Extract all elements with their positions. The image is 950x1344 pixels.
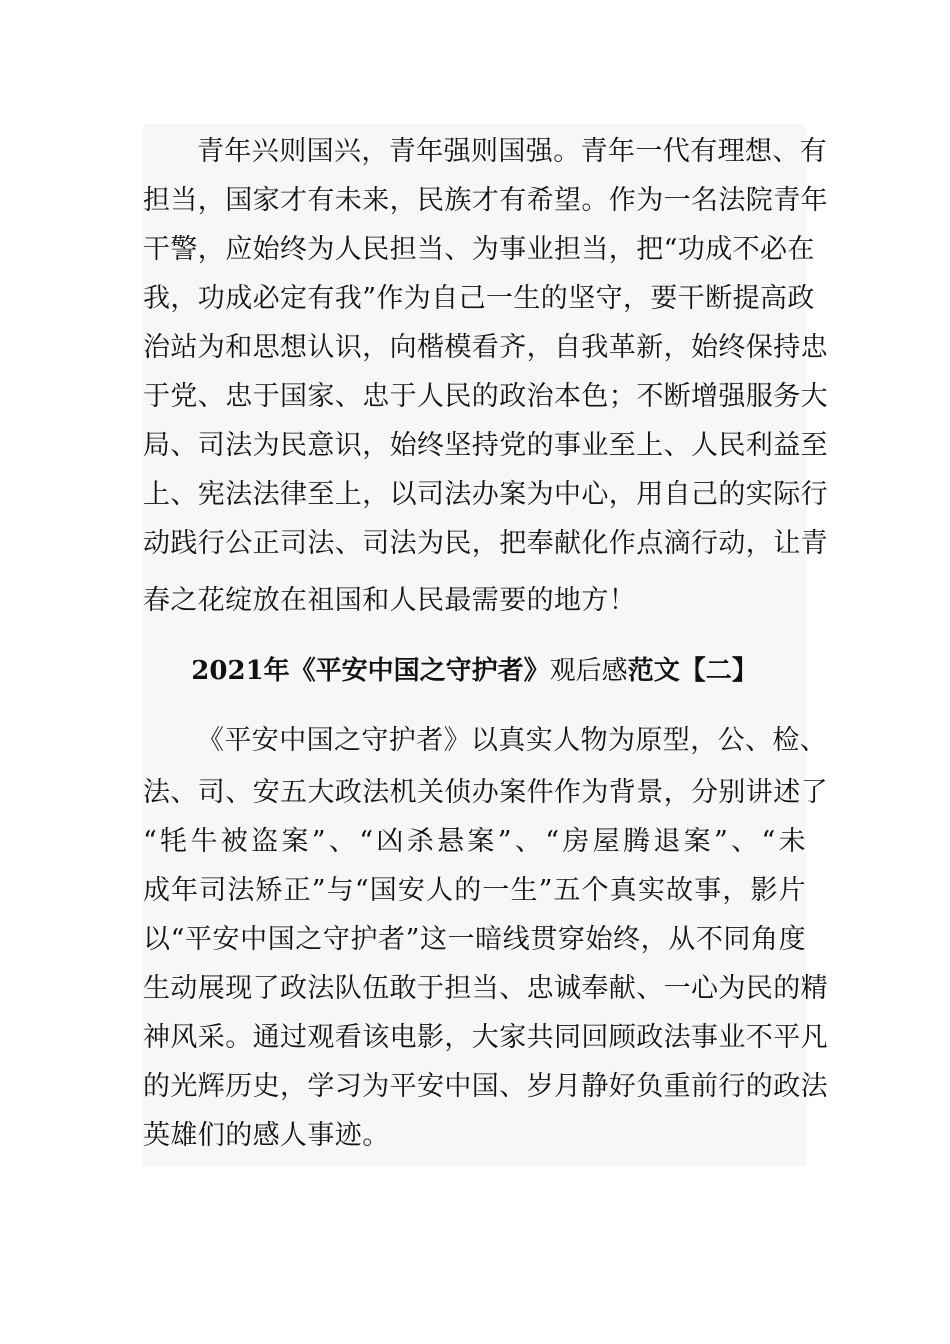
paragraph-2-line: 神风采。通过观看该电影，大家共同回顾政法事业不平凡 [143,1022,828,1053]
paragraph-1-line: 动践行公正司法、司法为民，把奉献化作点滴行动，让青 [143,528,828,559]
paragraph-2-line: 英雄们的感人事迹。 [143,1120,390,1151]
section-heading [143,647,806,695]
paragraph-2-line: 《平安中国之守护者》以真实人物为原型，公、检、 [197,725,828,756]
paragraph-1-line: 上、宪法法律至上，以司法办案为中心，用自己的实际行 [143,479,828,510]
paragraph-1-line: 局、司法为民意识，始终坚持党的事业至上、人民利益至 [143,430,828,461]
document-text-block [143,124,828,1166]
paragraph-2-line: 成年司法矫正”与“国安人的一生”五个真实故事，影片 [143,875,806,906]
paragraph-1-line: 青年兴则国兴，青年强则国强。青年一代有理想、有 [197,136,828,167]
paragraph-1-line: 我，功成必定有我”作为自己一生的坚守，要干断提高政 [143,283,815,314]
paragraph-2-line: 生动展现了政法队伍敢于担当、忠诚奉献、一心为民的精 [143,973,828,1004]
paragraph-1-line: 治站为和思想认识，向楷模看齐，自我革新，始终保持忠 [143,332,828,363]
paragraph-2-line: 的光辉历史，学习为平安中国、岁月静好负重前行的政法 [143,1071,828,1102]
paragraph-1-line: 担当，国家才有未来，民族才有希望。作为一名法院青年 [143,185,828,216]
paragraph-2-line: 以“平安中国之守护者”这一暗线贯穿始终，从不同角度 [143,924,806,955]
paragraph-1-line: 干警，应始终为人民担当、为事业担当，把“功成不必在 [143,234,815,265]
paragraph-1-line: 春之花绽放在祖国和人民最需要的地方！ [143,585,637,616]
heading-title: 2021年《平安中国之守护者》 [191,656,550,686]
heading-suffix: 范文【二】 [627,656,758,686]
heading-subtitle: 观后感 [549,656,628,686]
paragraph-2-line: 法、司、安五大政法机关侦办案件作为背景，分别讲述了 [143,777,828,808]
paragraph-2-line: “牦牛被盗案”、“凶杀悬案”、“房屋腾退案”、“未 [143,826,806,857]
paragraph-1-line: 于党、忠于国家、忠于人民的政治本色；不断增强服务大 [143,381,828,412]
